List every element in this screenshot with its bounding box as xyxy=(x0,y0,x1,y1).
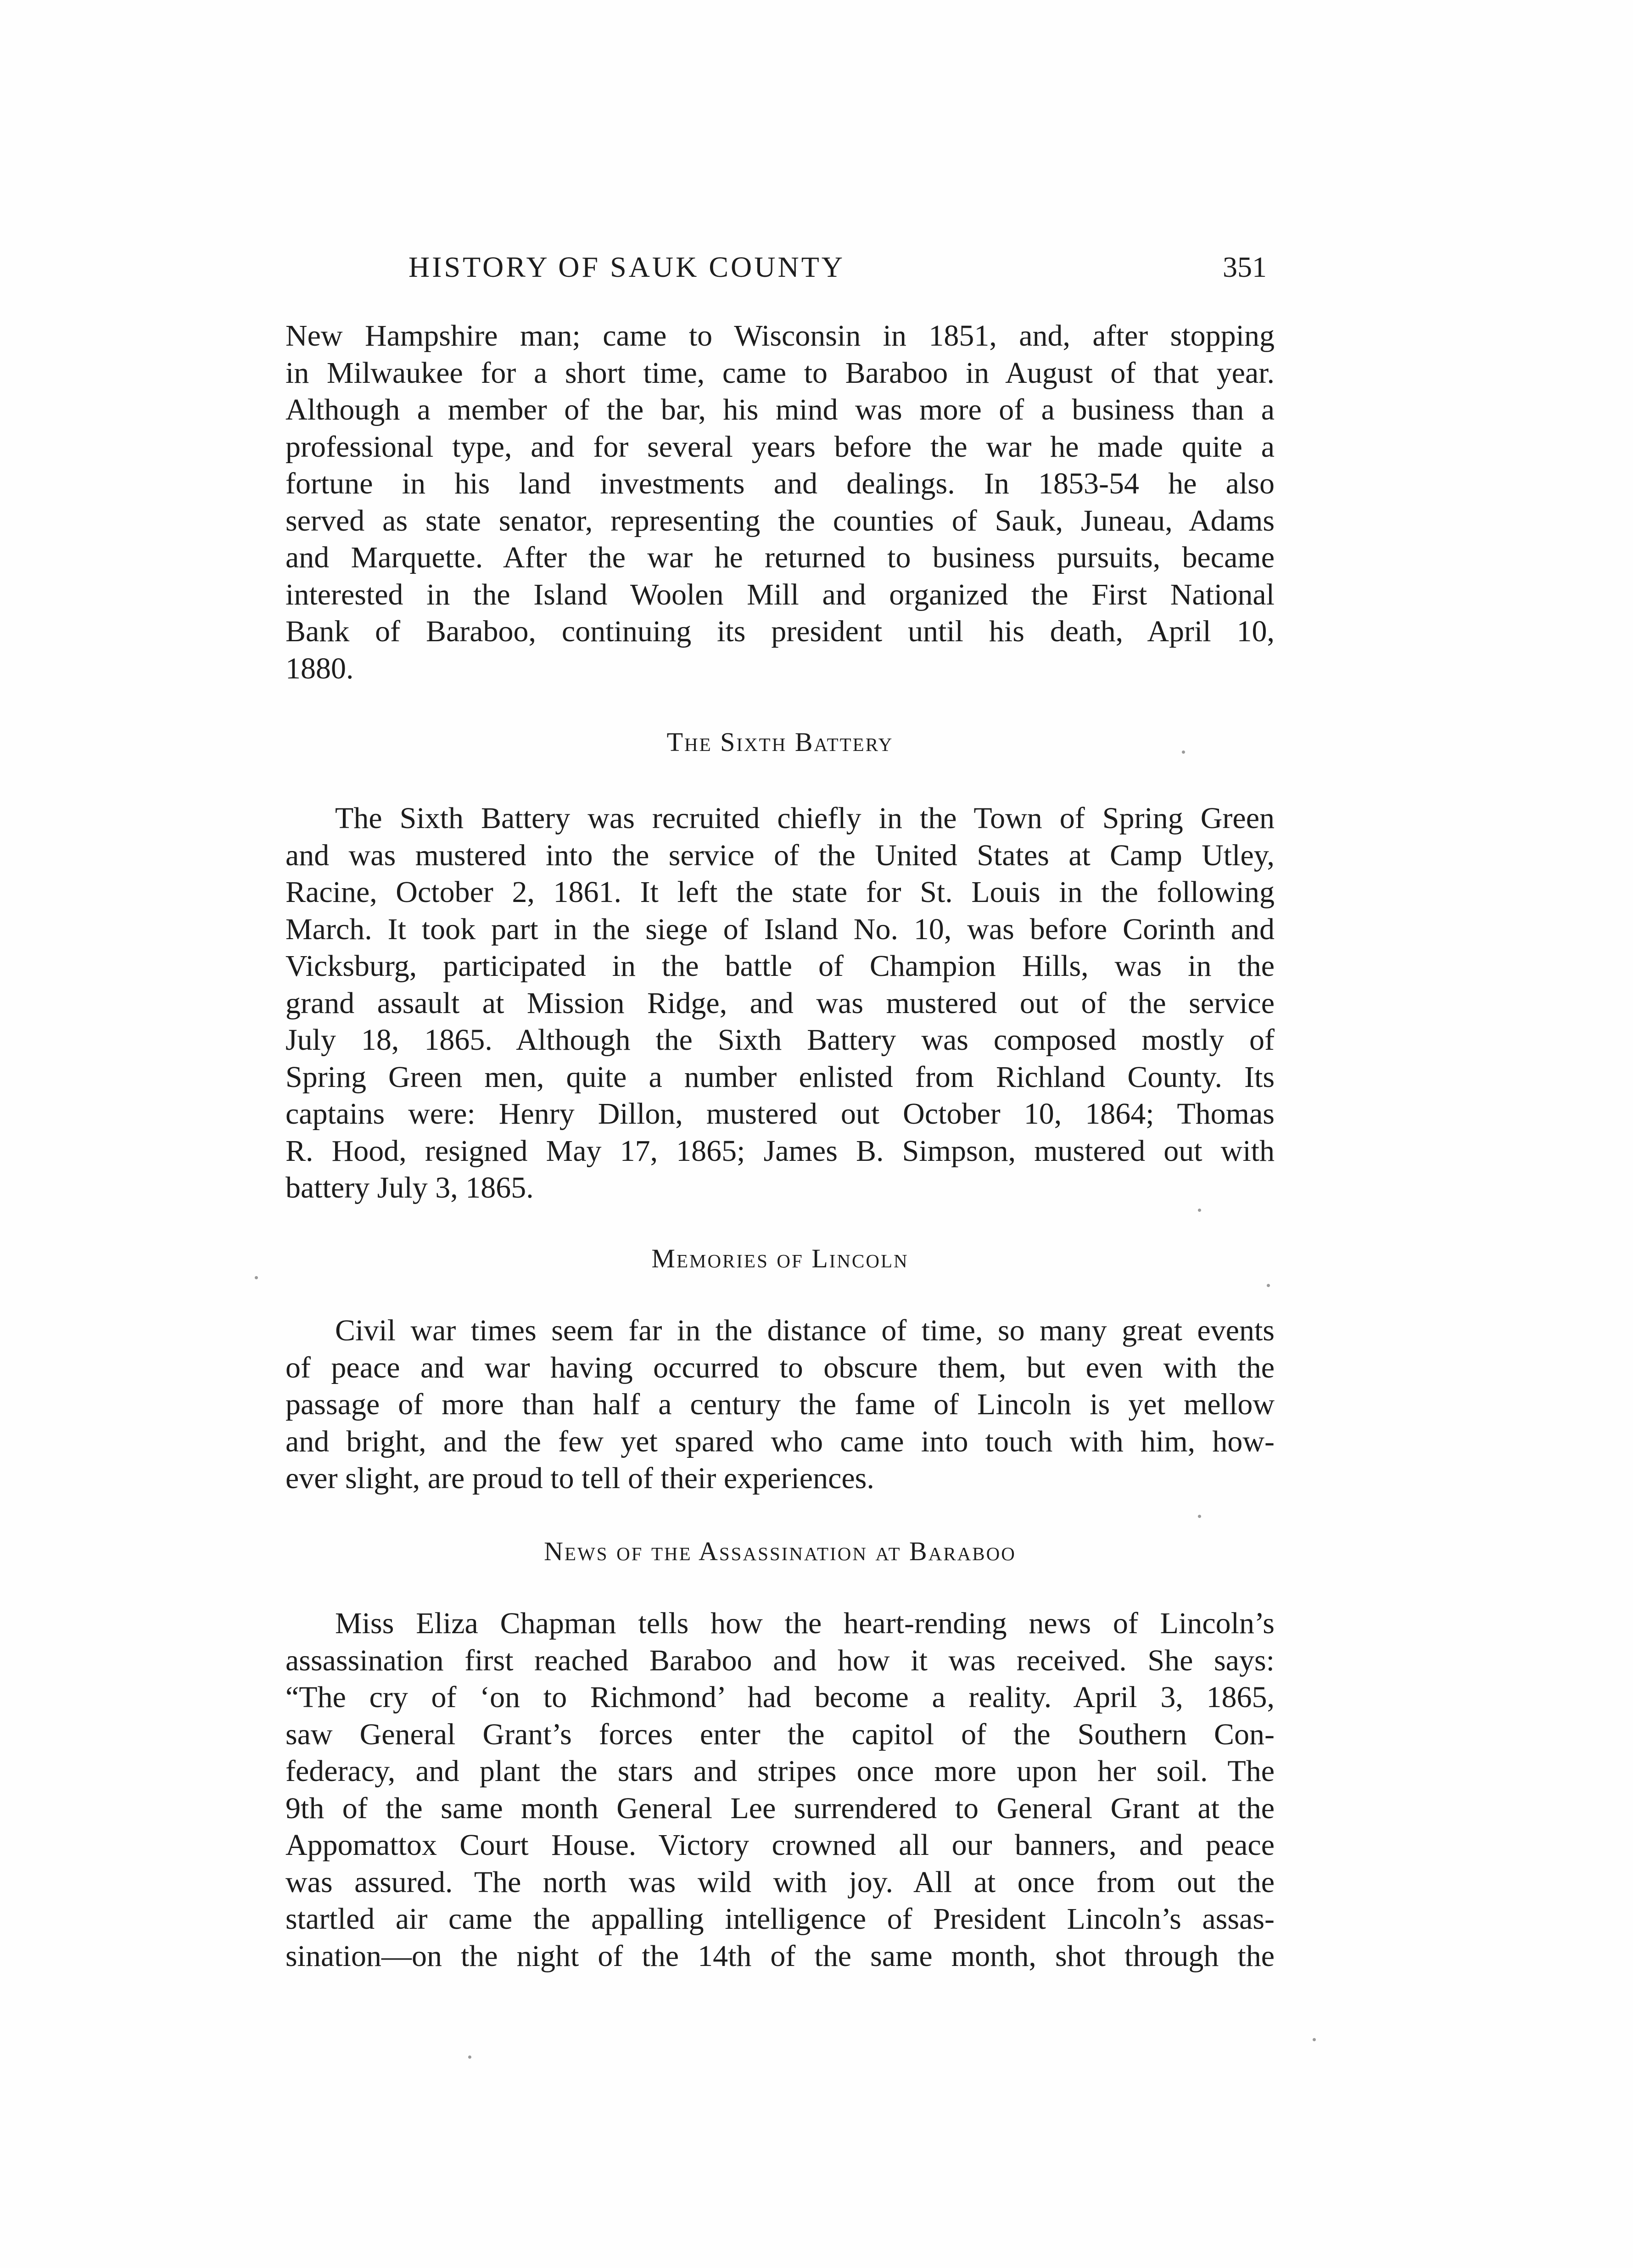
scan-speck xyxy=(1198,1209,1201,1212)
section-heading-assassination-news: News of the Assassination at Baraboo xyxy=(544,1536,1016,1566)
text-line: passage of more than half a century the fame of Lincoln is yet mellow xyxy=(285,1388,1275,1421)
text-line: interested in the Island Woolen Mill and organized the First National xyxy=(285,577,1275,611)
scan-speck xyxy=(468,2055,471,2059)
paragraph-memories-of-lincoln xyxy=(285,1312,1275,1497)
text-line: grand assault at Mission Ridge, and was mustered out of the service xyxy=(285,986,1275,1020)
text-line: served as state senator, representing the counties of Sauk, Juneau, Adams xyxy=(285,504,1275,538)
section-heading-sixth-battery: The Sixth Battery xyxy=(666,727,894,757)
page-header xyxy=(408,250,1267,291)
text-line: R. Hood, resigned May 17, 1865; James B. Simpson, mustered out with xyxy=(285,1134,1275,1168)
text-line: Civil war times seem far in the distance of time, so many great events xyxy=(335,1314,1275,1347)
paragraph-sixth-battery xyxy=(285,800,1275,1207)
text-line: Appomattox Court House. Victory crowned all our banners, and peace xyxy=(285,1828,1275,1862)
text-line: in Milwaukee for a short time, came to Baraboo in August of that year. xyxy=(285,356,1275,390)
section-heading-memories-of-lincoln: Memories of Lincoln xyxy=(651,1243,909,1273)
text-line: and was mustered into the service of the United States at Camp Utley, xyxy=(285,838,1275,872)
text-line: of peace and war having occurred to obscure them, but even with the xyxy=(285,1350,1275,1384)
text-line: fortune in his land investments and dealings. In 1853-54 he also xyxy=(285,467,1275,500)
text-line: and Marquette. After the war he returned to business pursuits, became xyxy=(285,541,1275,574)
text-line: was assured. The north was wild with joy. All at once from out the xyxy=(285,1865,1275,1899)
text-line: New Hampshire man; came to Wisconsin in 1851, and, after stopping xyxy=(285,319,1275,353)
text-line: July 18, 1865. Although the Sixth Battery was composed mostly of xyxy=(285,1023,1275,1057)
scan-speck xyxy=(1198,1515,1201,1518)
text-line: startled air came the appalling intelligence of President Lincoln’s assas- xyxy=(285,1902,1275,1936)
text-line: “The cry of ‘on to Richmond’ had become a reality. April 3, 1865, xyxy=(285,1680,1275,1714)
text-line: battery July 3, 1865. xyxy=(285,1171,534,1204)
text-line: sination—on the night of the 14th of the same month, shot through the xyxy=(285,1939,1275,1973)
text-line: saw General Grant’s forces enter the capitol of the Southern Con- xyxy=(285,1717,1275,1751)
text-line: 9th of the same month General Lee surrendered to General Grant at the xyxy=(285,1791,1275,1825)
scan-speck xyxy=(1182,750,1185,754)
text-line: captains were: Henry Dillon, mustered out October 10, 1864; Thomas xyxy=(285,1097,1275,1131)
text-line: The Sixth Battery was recruited chiefly in the Town of Spring Green xyxy=(335,801,1275,835)
text-line: assassination first reached Baraboo and how it was received. She says: xyxy=(285,1643,1275,1677)
scan-speck xyxy=(1313,2038,1316,2041)
running-head: HISTORY OF SAUK COUNTY xyxy=(408,251,845,283)
text-line: Racine, October 2, 1861. It left the state for St. Louis in the following xyxy=(285,875,1275,909)
text-line: Spring Green men, quite a number enlisted from Richland County. Its xyxy=(285,1060,1275,1094)
text-line: ever slight, are proud to tell of their experiences. xyxy=(285,1462,874,1495)
paragraph-assassination-news xyxy=(285,1605,1275,1975)
text-line: Bank of Baraboo, continuing its president until his death, April 10, xyxy=(285,615,1275,648)
text-line: 1880. xyxy=(285,651,354,685)
paragraph-senator-biography xyxy=(285,318,1275,687)
text-line: federacy, and plant the stars and stripes once more upon her soil. The xyxy=(285,1754,1275,1788)
scan-speck xyxy=(1267,1284,1270,1287)
scan-speck xyxy=(255,1276,258,1279)
page-number: 351 xyxy=(1223,251,1267,283)
text-line: professional type, and for several years before the war he made quite a xyxy=(285,430,1275,464)
text-line: March. It took part in the siege of Island No. 10, was before Corinth and xyxy=(285,912,1275,946)
text-line: Vicksburg, participated in the battle of Champion Hills, was in the xyxy=(285,949,1275,983)
text-line: and bright, and the few yet spared who came into touch with him, how- xyxy=(285,1424,1275,1458)
text-line: Although a member of the bar, his mind was more of a business than a xyxy=(285,393,1275,426)
text-line: Miss Eliza Chapman tells how the heart-rending news of Lincoln’s xyxy=(335,1607,1275,1640)
